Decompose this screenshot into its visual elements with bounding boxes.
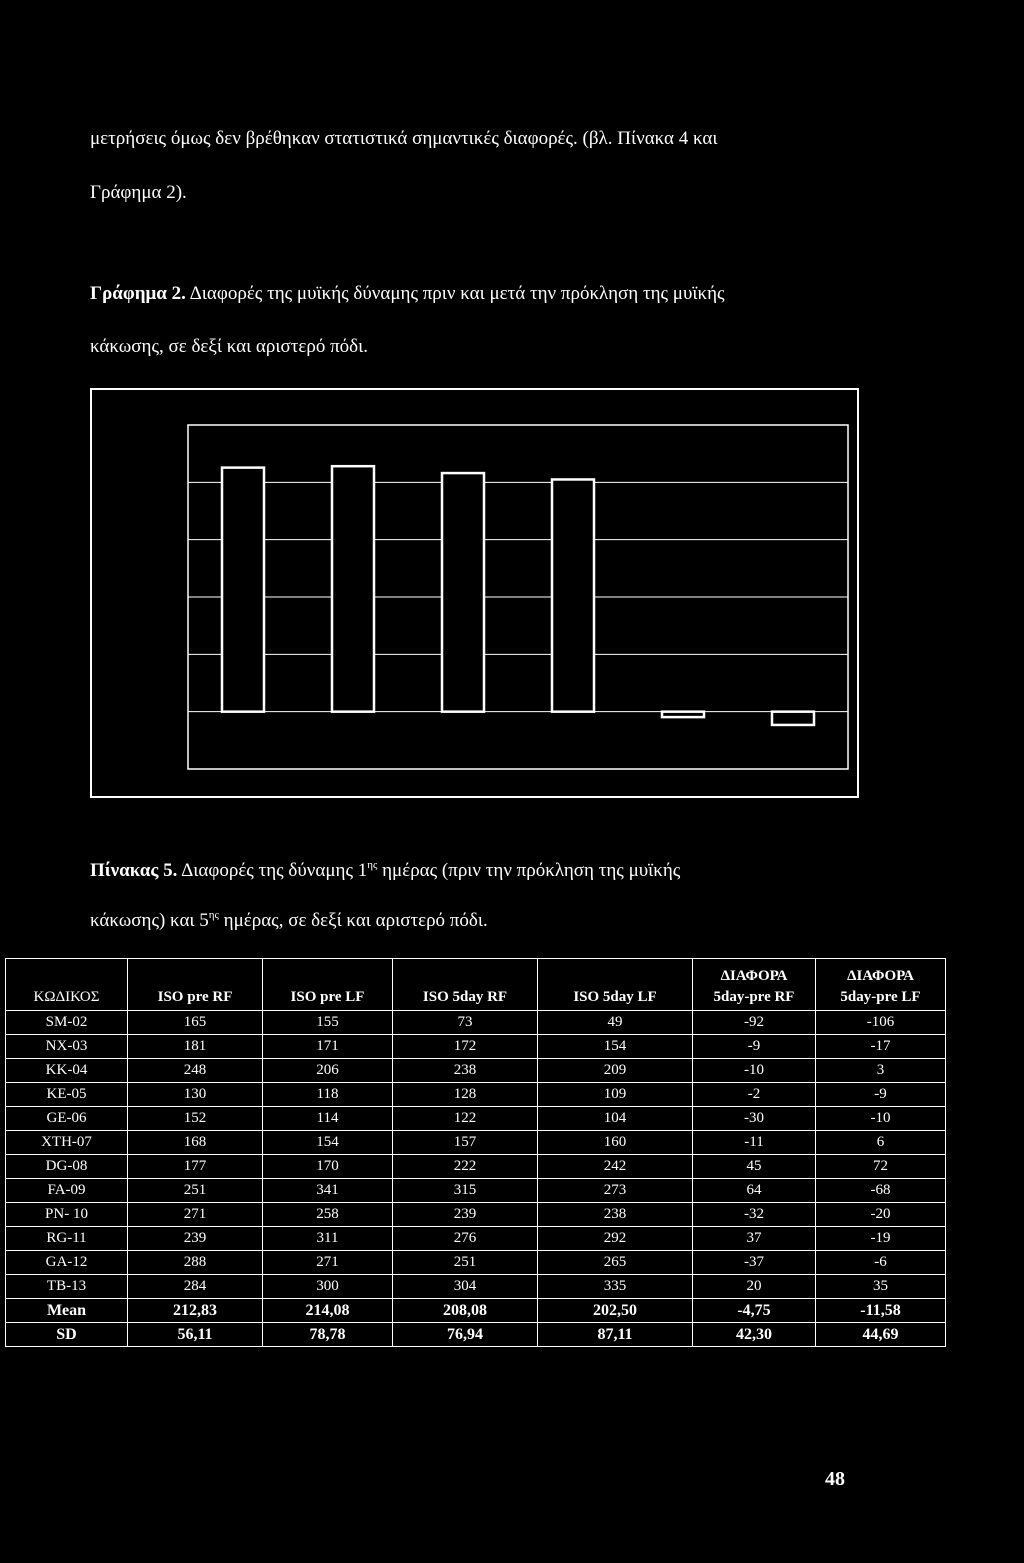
table-cell: -17 xyxy=(816,1035,946,1059)
table-cell: SD xyxy=(6,1323,128,1347)
table-row xyxy=(6,1227,946,1251)
table-cell: Mean xyxy=(6,1299,128,1323)
table-cell: -19 xyxy=(816,1227,946,1251)
table-cell: 208,08 xyxy=(393,1299,538,1323)
table-cell: 6 xyxy=(816,1131,946,1155)
table-cell: 37 xyxy=(693,1227,816,1251)
table-cell: DG-08 xyxy=(6,1155,128,1179)
table-cell: 78,78 xyxy=(263,1323,393,1347)
table-cell: 76,94 xyxy=(393,1323,538,1347)
table-cell: GA-12 xyxy=(6,1251,128,1275)
table-cell: 209 xyxy=(538,1059,693,1083)
table-cell: 72 xyxy=(816,1155,946,1179)
table-cell: 335 xyxy=(538,1275,693,1299)
table-cell: 251 xyxy=(128,1179,263,1203)
table-cell: 300 xyxy=(263,1275,393,1299)
table-cell: TB-13 xyxy=(6,1275,128,1299)
table-cell: XTH-07 xyxy=(6,1131,128,1155)
table-row xyxy=(6,1083,946,1107)
table-cell: PN- 10 xyxy=(6,1203,128,1227)
table-cell: 258 xyxy=(263,1203,393,1227)
table-cell: 118 xyxy=(263,1083,393,1107)
table-cell: -6 xyxy=(816,1251,946,1275)
table-cell: -92 xyxy=(693,1011,816,1035)
table-cell: 73 xyxy=(393,1011,538,1035)
bar xyxy=(222,468,264,712)
table-cell: -32 xyxy=(693,1203,816,1227)
table-cell: 341 xyxy=(263,1179,393,1203)
table-row xyxy=(6,1275,946,1299)
table-cell: 87,11 xyxy=(538,1323,693,1347)
table-cell: 44,69 xyxy=(816,1323,946,1347)
summary-row xyxy=(6,1299,946,1323)
table-cell: 292 xyxy=(538,1227,693,1251)
table-cell: 239 xyxy=(128,1227,263,1251)
bar xyxy=(442,473,484,712)
column-header xyxy=(816,959,946,1011)
column-header-line: ΔΙΑΦΟΡΑ xyxy=(720,968,788,984)
table-cell: 304 xyxy=(393,1275,538,1299)
table-cell: SM-02 xyxy=(6,1011,128,1035)
table-cell: 206 xyxy=(263,1059,393,1083)
table-cell: NX-03 xyxy=(6,1035,128,1059)
bar-chart xyxy=(90,388,859,798)
table-cell: -2 xyxy=(693,1083,816,1107)
table-row xyxy=(6,1251,946,1275)
table-cell: 212,83 xyxy=(128,1299,263,1323)
table-cell: -4,75 xyxy=(693,1299,816,1323)
table-caption-sup-2: ης xyxy=(208,909,219,921)
table-cell: -9 xyxy=(816,1083,946,1107)
table-row xyxy=(6,1155,946,1179)
table-cell: 239 xyxy=(393,1203,538,1227)
summary-row xyxy=(6,1323,946,1347)
table-caption-line-1 xyxy=(90,861,870,881)
table-cell: 276 xyxy=(393,1227,538,1251)
figure-caption-text: Διαφορές της μυϊκής δύναμης πριν και μετά την πρόκληση της μυϊκής xyxy=(189,283,725,304)
table-row xyxy=(6,1011,946,1035)
table-cell: 170 xyxy=(263,1155,393,1179)
table-cell: 160 xyxy=(538,1131,693,1155)
table-cell: 271 xyxy=(263,1251,393,1275)
table-cell: 42,30 xyxy=(693,1323,816,1347)
intro-line-1: μετρήσεις όμως δεν βρέθηκαν στατιστικά σημαντικές διαφορές. (βλ. Πίνακα 4 και xyxy=(90,128,718,149)
table-cell: 152 xyxy=(128,1107,263,1131)
table-cell: 154 xyxy=(263,1131,393,1155)
table-cell: 64 xyxy=(693,1179,816,1203)
bar xyxy=(772,712,814,725)
table-cell: 273 xyxy=(538,1179,693,1203)
figure-label: Γράφημα 2. xyxy=(90,283,186,304)
intro-line-2: Γράφημα 2). xyxy=(90,182,187,203)
table-cell: 35 xyxy=(816,1275,946,1299)
table-row xyxy=(6,1059,946,1083)
table-cell: 214,08 xyxy=(263,1299,393,1323)
table-cell: -20 xyxy=(816,1203,946,1227)
table-cell: -30 xyxy=(693,1107,816,1131)
column-header: ISO 5day LF xyxy=(538,959,693,1011)
table-cell: 109 xyxy=(538,1083,693,1107)
table-row xyxy=(6,1203,946,1227)
table-cell: 181 xyxy=(128,1035,263,1059)
table-cell: 222 xyxy=(393,1155,538,1179)
table-cell: 114 xyxy=(263,1107,393,1131)
column-header: ISO pre RF xyxy=(128,959,263,1011)
table-cell: RG-11 xyxy=(6,1227,128,1251)
table-row xyxy=(6,1179,946,1203)
table-cell: -11 xyxy=(693,1131,816,1155)
table-cell: 315 xyxy=(393,1179,538,1203)
table-cell: -68 xyxy=(816,1179,946,1203)
results-table xyxy=(5,958,946,1347)
table-cell: 311 xyxy=(263,1227,393,1251)
table-cell: 288 xyxy=(128,1251,263,1275)
table-caption-text-b: ημέρας (πριν την πρόκληση της μυϊκής xyxy=(382,860,681,881)
table-cell: 238 xyxy=(538,1203,693,1227)
table-cell: 248 xyxy=(128,1059,263,1083)
table-cell: 49 xyxy=(538,1011,693,1035)
table-cell: -9 xyxy=(693,1035,816,1059)
figure-caption-line-2: κάκωσης, σε δεξί και αριστερό πόδι. xyxy=(90,336,368,357)
table-cell: -11,58 xyxy=(816,1299,946,1323)
table-cell: 157 xyxy=(393,1131,538,1155)
page-number: 48 xyxy=(825,1468,845,1490)
table-cell: 251 xyxy=(393,1251,538,1275)
table-cell: -37 xyxy=(693,1251,816,1275)
table-cell: 56,11 xyxy=(128,1323,263,1347)
table-cell: 271 xyxy=(128,1203,263,1227)
table-cell: -106 xyxy=(816,1011,946,1035)
column-header: ISO 5day RF xyxy=(393,959,538,1011)
bar-chart-svg xyxy=(92,390,857,796)
bar xyxy=(332,466,374,711)
column-header-line: 5day-pre RF xyxy=(713,989,795,1005)
column-header: ISO pre LF xyxy=(263,959,393,1011)
bar xyxy=(662,712,704,717)
table-cell: 171 xyxy=(263,1035,393,1059)
column-header-line: 5day-pre LF xyxy=(840,989,921,1005)
table-cell: KK-04 xyxy=(6,1059,128,1083)
column-header: ΚΩΔΙΚΟΣ xyxy=(6,959,128,1011)
table-caption-text-c: κάκωσης) και 5 xyxy=(90,910,209,931)
table-row xyxy=(6,1107,946,1131)
column-header-line: ΔΙΑΦΟΡΑ xyxy=(847,968,914,984)
table-caption-sup-1: ης xyxy=(367,859,378,871)
table-caption-text-a: Διαφορές της δύναμης 1 xyxy=(181,860,368,881)
table-cell: 242 xyxy=(538,1155,693,1179)
table-cell: 177 xyxy=(128,1155,263,1179)
table-cell: 122 xyxy=(393,1107,538,1131)
table-cell: FA-09 xyxy=(6,1179,128,1203)
table-cell: 202,50 xyxy=(538,1299,693,1323)
table-cell: 168 xyxy=(128,1131,263,1155)
table-cell: KE-05 xyxy=(6,1083,128,1107)
table-cell: 172 xyxy=(393,1035,538,1059)
table-header-row xyxy=(6,959,946,1011)
table-cell: -10 xyxy=(816,1107,946,1131)
table-cell: 128 xyxy=(393,1083,538,1107)
table-row xyxy=(6,1035,946,1059)
table-cell: 265 xyxy=(538,1251,693,1275)
table-cell: 3 xyxy=(816,1059,946,1083)
table-cell: 104 xyxy=(538,1107,693,1131)
table-cell: 155 xyxy=(263,1011,393,1035)
table-cell: 45 xyxy=(693,1155,816,1179)
table-caption-text-d: ημέρας, σε δεξί και αριστερό πόδι. xyxy=(223,910,488,931)
table-cell: 284 xyxy=(128,1275,263,1299)
table-cell: 130 xyxy=(128,1083,263,1107)
figure-caption-line-1 xyxy=(90,284,870,304)
bar xyxy=(552,479,594,711)
table-cell: 165 xyxy=(128,1011,263,1035)
table-cell: 238 xyxy=(393,1059,538,1083)
column-header xyxy=(693,959,816,1011)
table-caption-line-2 xyxy=(90,911,870,931)
table-cell: 154 xyxy=(538,1035,693,1059)
table-row xyxy=(6,1131,946,1155)
table-cell: 20 xyxy=(693,1275,816,1299)
table-label: Πίνακας 5. xyxy=(90,860,178,881)
table-cell: GE-06 xyxy=(6,1107,128,1131)
table-cell: -10 xyxy=(693,1059,816,1083)
